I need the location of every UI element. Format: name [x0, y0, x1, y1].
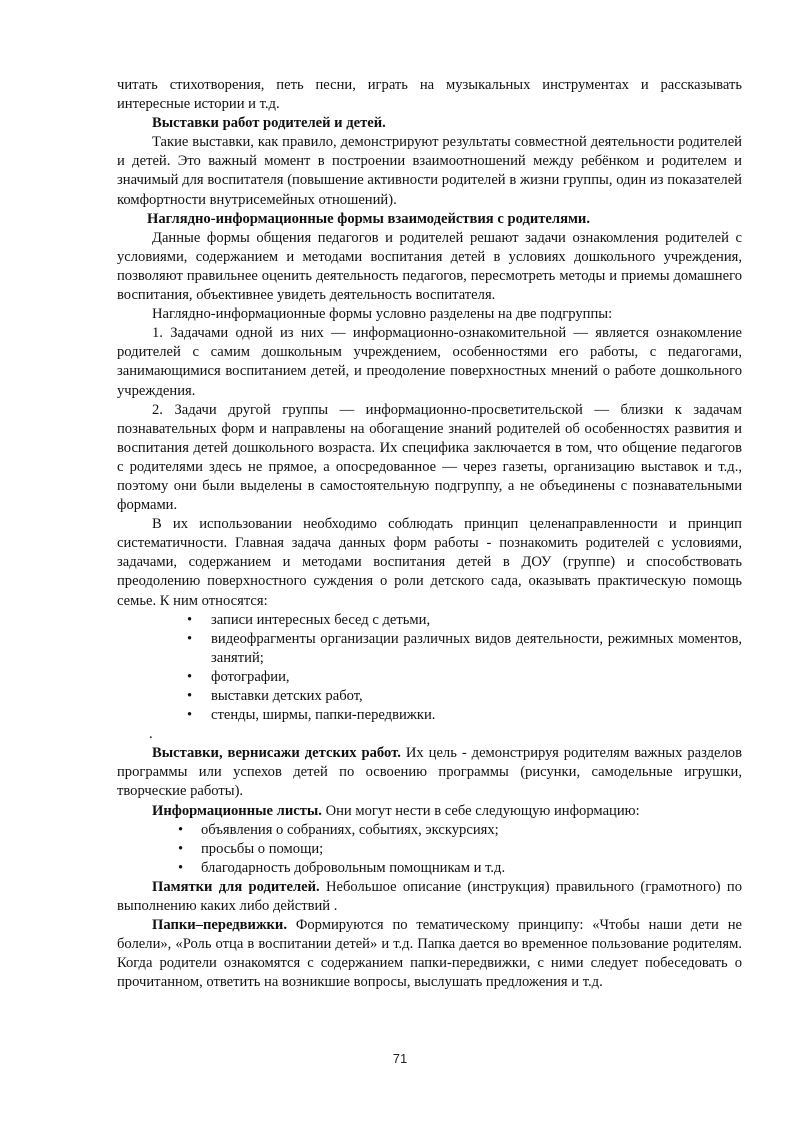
list-item: • выставки детских работ, — [117, 687, 742, 706]
list-item: • видеофрагменты организации различных видов деятельности, режимных моментов, занятий; — [187, 630, 742, 666]
bullet-icon: • — [178, 821, 184, 838]
list-item: • записи интересных бесед с детьми, — [117, 611, 742, 630]
paragraph-visual-forms: Данные формы общения педагогов и родителей решают задачи ознакомления родителей с условиями, содержанием и методами воспитания детей в условиях дошкольного учреждения, позволяют правильнее оценить деятельность педагогов, пересмотреть методы и приемы домашнего воспитания, объективнее увидеть деятельность воспитателя. — [117, 229, 742, 304]
list-item: • просьбы о помощи; — [117, 840, 742, 859]
paragraph-subgroups: Наглядно-информационные формы условно разделены на две подгруппы: — [152, 306, 613, 323]
heading-visual-forms: Наглядно-информационные формы взаимодействия с родителями. — [147, 210, 590, 227]
list-item: • фотографии, — [117, 668, 742, 687]
paragraph-vernissage: Выставки, вернисажи детских работ. Их цель - демонстрируя родителям важных разделов программы или успехов детей по освоению программы (рисунки, самодельные игрушки, творческие работы). — [117, 745, 742, 800]
list-item: • стенды, ширмы, папки-передвижки. — [117, 706, 742, 725]
paragraph-principles: В их использовании необходимо соблюдать принцип целенаправленности и принцип систематичности. Главная задача данных форм работы - познакомить родителей с условиями, задачами, содержанием и методами воспитания детей в ДОУ (группе) и способствовать преодолению поверхностного суждения о роли детского сада, оказывать практическую помощь семье. К ним относятся: — [117, 516, 742, 609]
stray-dot: . — [149, 726, 153, 743]
list-visual-materials — [117, 611, 742, 726]
bullet-icon: • — [187, 707, 193, 724]
paragraph-task-1: 1. Задачами одной из них — информационно-ознакомительной — является ознакомление родителей с самим дошкольным учреждением, особенностями его работы, с педагогами, занимающимися воспитанием детей, и преодоление поверхностных мнений о работе дошкольного учреждения. — [117, 325, 742, 399]
list-info-sheets — [117, 821, 742, 878]
term-folders: Папки–передвижки. — [152, 917, 287, 934]
paragraph-info-sheets: Информационные листы. Они могут нести в себе следующую информацию: — [152, 802, 640, 819]
bullet-icon: • — [187, 611, 193, 628]
list-item: • благодарность добровольным помощникам и т.д. — [117, 859, 742, 878]
bullet-icon: • — [178, 859, 184, 876]
term-info-sheets: Информационные листы. — [152, 802, 322, 819]
paragraph-task-2: 2. Задачи другой группы — информационно-просветительской — близки к задачам познавательных форм и направлены на обогащение знаний родителей об особенностях развития и воспитания детей дошкольного возраста. Их специфика заключается в том, что общение педагогов с родителями здесь не прямое, а опосредованное — через газеты, организацию выставок и т.д., поэтому они были выделены в самостоятельную подгруппу, а не объединены с познавательными формами. — [117, 401, 742, 514]
paragraph-intro: читать стихотворения, петь песни, играть на музыкальных инструментах и рассказывать интересные истории и т.д. — [117, 77, 742, 113]
list-item: • объявления о собраниях, событиях, экскурсиях; — [117, 821, 742, 840]
term-memo: Памятки для родителей. — [152, 878, 320, 895]
term-vernissage: Выставки, вернисажи детских работ. — [152, 745, 401, 762]
paragraph-exhibitions: Такие выставки, как правило, демонстрируют результаты совместной деятельности родителей и детей. Это важный момент в построении взаимоотношений между ребёнком и родителем и значимый для воспитателя (повышение активности родителей в жизни группы, один из показателей комфортности внутрисемейных отношений). — [117, 134, 742, 208]
page-number: 71 — [392, 1051, 408, 1066]
bullet-icon: • — [178, 840, 184, 857]
paragraph-folders: Папки–передвижки. Формируются по тематическому принципу: «Чтобы наши дети не болели», «Роль отца в воспитании детей» и т.д. Папка дается во временное пользование родителям. Когда родители ознакомятся с содержанием папки-передвижки, с ними следует побеседовать о прочитанном, ответить на возникшие вопросы, выслушать предложения и т.д. — [117, 917, 742, 991]
heading-exhibitions: Выставки работ родителей и детей. — [152, 115, 386, 132]
paragraph-memo: Памятки для родителей. Небольшое описание (инструкция) правильного (грамотного) по выполнению каких либо действий . — [117, 878, 742, 915]
bullet-icon: • — [187, 630, 193, 647]
bullet-icon: • — [187, 668, 193, 685]
bullet-icon: • — [187, 688, 193, 704]
